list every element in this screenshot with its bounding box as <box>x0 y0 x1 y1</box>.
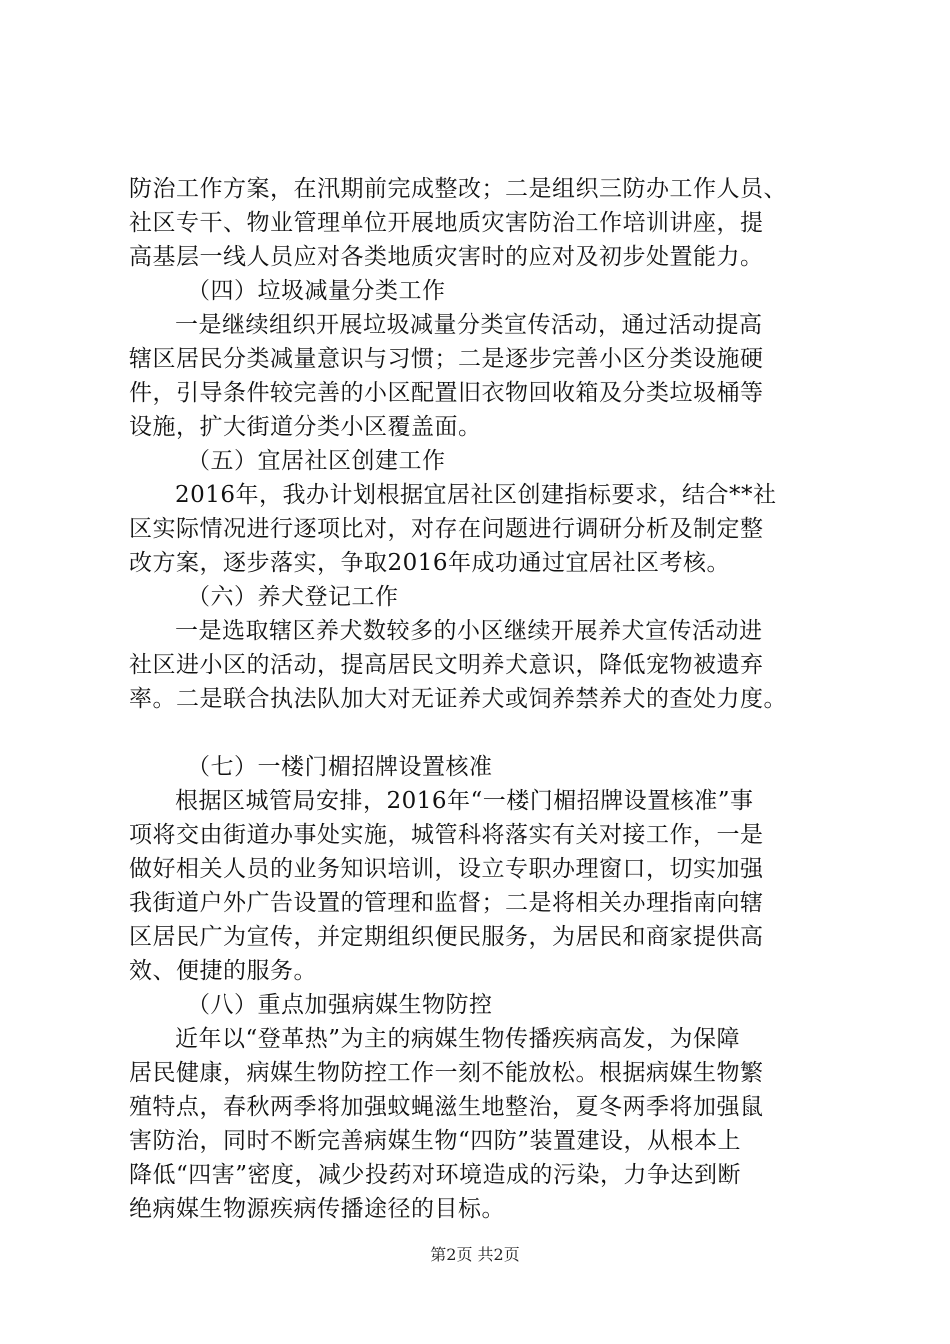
text-line: 社区专干、物业管理单位开展地质灾害防治工作培训讲座，提 <box>129 210 764 236</box>
text-line: 区实际情况进行逐项比对，对存在问题进行调研分析及制定整 <box>129 516 764 542</box>
text-line: 2016年，我办计划根据宜居社区创建指标要求，结合**社 <box>175 482 777 508</box>
body-text <box>129 172 829 1226</box>
section-heading-6: （六）养犬登记工作 <box>187 584 399 610</box>
page-number-footer: 第2页 共2页 <box>430 1245 520 1264</box>
section-heading-5: （五）宜居社区创建工作 <box>187 448 446 474</box>
text-line: 降低“四害”密度，减少投药对环境造成的污染，力争达到断 <box>129 1162 742 1188</box>
text-line: 件，引导条件较完善的小区配置旧衣物回收箱及分类垃圾桶等 <box>129 380 764 406</box>
section-heading-8: （八）重点加强病媒生物防控 <box>187 992 493 1018</box>
text-line: 我街道户外广告设置的管理和监督；二是将相关办理指南向辖 <box>129 890 764 916</box>
text-line: 居民健康，病媒生物防控工作一刻不能放松。根据病媒生物繁 <box>129 1060 764 1086</box>
text-line: 防治工作方案，在汛期前完成整改；二是组织三防办工作人员、 <box>129 176 787 202</box>
text-line: 一是选取辖区养犬数较多的小区继续开展养犬宣传活动进 <box>175 618 763 644</box>
text-line: 率。二是联合执法队加大对无证养犬或饲养禁养犬的查处力度。 <box>129 686 787 712</box>
text-line: 效、便捷的服务。 <box>129 958 317 984</box>
text-line: 区居民广为宣传，并定期组织便民服务，为居民和商家提供高 <box>129 924 764 950</box>
text-line: 绝病媒生物源疾病传播途径的目标。 <box>129 1196 505 1222</box>
text-line: 害防治，同时不断完善病媒生物“四防”装置建设，从根本上 <box>129 1128 742 1154</box>
text-line: 项将交由街道办事处实施，城管科将落实有关对接工作，一是 <box>129 822 764 848</box>
text-line: 近年以“登革热”为主的病媒生物传播疾病高发，为保障 <box>175 1026 741 1052</box>
section-heading-7: （七）一楼门楣招牌设置核准 <box>187 754 493 780</box>
section-heading-4: （四）垃圾减量分类工作 <box>187 278 446 304</box>
text-line: 一是继续组织开展垃圾减量分类宣传活动，通过活动提高 <box>175 312 763 338</box>
text-line: 社区进小区的活动，提高居民文明养犬意识，降低宠物被遗弃 <box>129 652 764 678</box>
text-line: 根据区城管局安排，2016年“一楼门楣招牌设置核准”事 <box>175 788 754 814</box>
blank-line <box>129 716 829 750</box>
text-line: 辖区居民分类减量意识与习惯；二是逐步完善小区分类设施硬 <box>129 346 764 372</box>
text-line: 做好相关人员的业务知识培训，设立专职办理窗口，切实加强 <box>129 856 764 882</box>
text-line: 改方案，逐步落实，争取2016年成功通过宜居社区考核。 <box>129 550 731 576</box>
text-line: 殖特点，春秋两季将加强蚊蝇滋生地整治，夏冬两季将加强鼠 <box>129 1094 764 1120</box>
text-line: 高基层一线人员应对各类地质灾害时的应对及初步处置能力。 <box>129 244 764 270</box>
text-line: 设施，扩大街道分类小区覆盖面。 <box>129 414 482 440</box>
